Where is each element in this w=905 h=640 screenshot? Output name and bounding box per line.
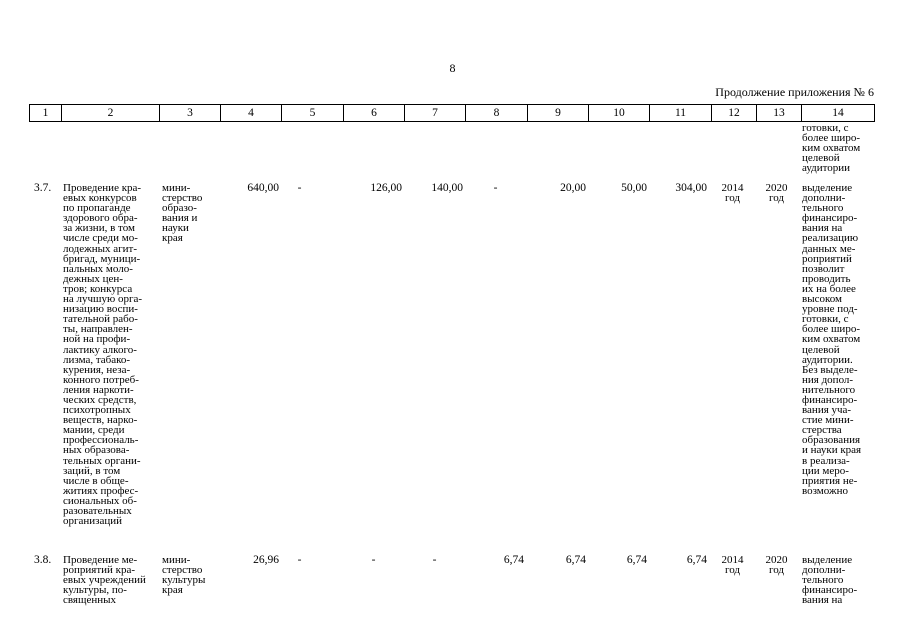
row-col9-value: 20,00 (560, 182, 586, 194)
header-col-2: 2 (61, 104, 159, 122)
header-col-6: 6 (343, 104, 404, 122)
row-col6-value: 126,00 (370, 182, 402, 194)
header-col-13: 13 (756, 104, 801, 122)
row-executor: мини- стерство культуры края (162, 554, 206, 597)
row-description: Проведение кра- евых конкурсов по пропаганде здорового обра- за жизни, в том числе среди мо- лодежных агит- бригад, муници- пальных моло- дежных цен- тров; конкурса на лучшую орга- низацию воспи- тательной рабо- ты, направлен- ной на профи- лактику алкого- лизма, табако- курения, неза- конного потреб- ления наркоти- ческих средств, психотропных веществ, нарко- мании, среди профессиональ- ных образова- тельных органи- заций, в том числе в обще- житиях профес- сиональных об- разовательных организаций (63, 182, 143, 528)
header-col-9: 9 (527, 104, 588, 122)
header-col-7: 7 (404, 104, 465, 122)
row-col8-value: 6,74 (503, 554, 524, 566)
row-col8-value: - (493, 182, 498, 194)
table-row (29, 182, 875, 552)
header-col-5: 5 (281, 104, 343, 122)
row-result: выделение дополни- тельного финансиро- вания на (802, 554, 858, 607)
row-number: 3.8. (34, 554, 52, 566)
row-description: Проведение ме- роприятий кра- евых учреждений культуры, по- священных (63, 554, 146, 607)
header-col-14: 14 (801, 104, 875, 122)
page-number: 8 (449, 61, 456, 75)
row-col11-value: 304,00 (675, 182, 707, 194)
row-col9-value: 6,74 (565, 554, 586, 566)
row-col5-value: - (297, 182, 302, 194)
row-col4-value: 640,00 (247, 182, 279, 194)
row-start-year: 2014 год (721, 182, 744, 205)
row-start-year: 2014 год (721, 554, 744, 577)
row-number: 3.7. (34, 182, 52, 194)
row-col10-value: 50,00 (621, 182, 647, 194)
header-col-11: 11 (649, 104, 711, 122)
table-row (29, 554, 875, 640)
row-result: выделение дополни- тельного финансиро- вания на реализацию данных ме- роприятий позволит проводить их на более высоком уровне под- готовки, с более широ- ким охватом целевой аудитории. Без выделе- ния допол- нительного финансиро- вания уча- стие мини- стерства образования и науки края в реализа- ции меро- приятия не- возможно (802, 182, 862, 497)
header-col-1: 1 (29, 104, 61, 122)
row-end-year: 2020 год (765, 182, 788, 205)
row-col5-value: - (297, 554, 302, 566)
row-executor: мини- стерство образо- вания и науки края (162, 182, 203, 245)
header-col-4: 4 (220, 104, 281, 122)
row-col4-value: 26,96 (253, 554, 279, 566)
continuation-label: Продолжение приложения № 6 (715, 85, 874, 99)
carryover-result-text: готовки, с более широ- ким охватом целевой аудитории (802, 122, 861, 175)
row-col6-value: - (371, 554, 376, 566)
row-col7-value: - (432, 554, 437, 566)
row-col10-value: 6,74 (626, 554, 647, 566)
table-header-row (29, 104, 875, 122)
row-col11-value: 6,74 (686, 554, 707, 566)
header-col-12: 12 (711, 104, 756, 122)
row-end-year: 2020 год (765, 554, 788, 577)
row-col7-value: 140,00 (431, 182, 463, 194)
header-col-10: 10 (588, 104, 649, 122)
header-col-3: 3 (159, 104, 220, 122)
header-col-8: 8 (465, 104, 527, 122)
